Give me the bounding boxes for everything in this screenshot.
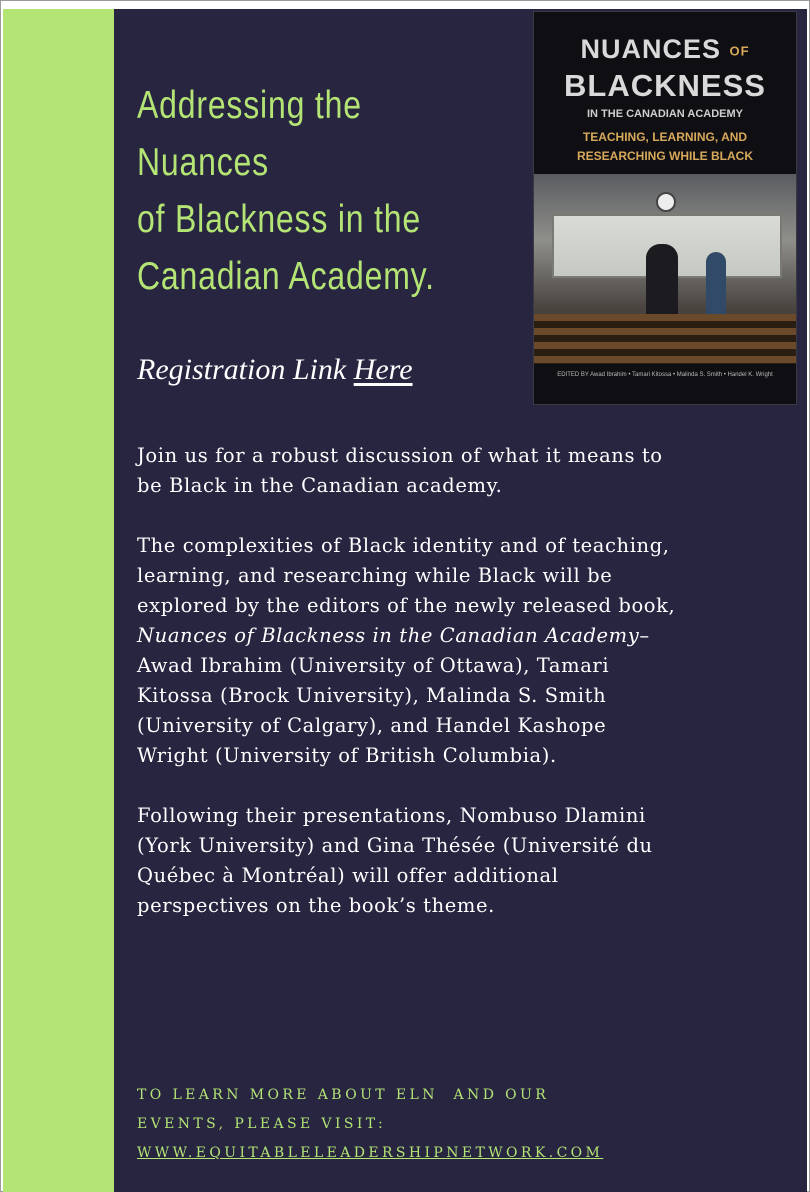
footer-info <box>137 1081 697 1168</box>
accent-sidebar <box>3 9 114 1192</box>
auditorium-seats <box>534 314 796 364</box>
editors-text-end: – Awad Ibrahim (University of Ottawa), Tamari Kitossa (Brock University), Malinda S. Smith (University of Calgary), and Handel Kashope Wright (University of British Columbia). <box>137 624 650 767</box>
flyer-page <box>3 9 807 1192</box>
headline-line-4: Canadian Academy. <box>137 255 435 298</box>
headline-line-3: of Blackness in the <box>137 198 422 241</box>
event-description <box>137 441 677 951</box>
book-cover-image <box>533 11 797 405</box>
headline <box>137 77 440 305</box>
book-title-italic: Nuances of Blackness in the Canadian Academy <box>137 624 640 647</box>
cover-credits: EDITED BY Awad Ibrahim • Tamari Kitossa • Malinda S. Smith • Handel K. Wright <box>557 372 773 378</box>
lecture-hall-photo <box>534 174 796 364</box>
footer-line-1: TO LEARN MORE ABOUT ELN AND OUR <box>137 1087 550 1103</box>
registration-line <box>137 353 413 387</box>
paragraph-editors <box>137 531 677 771</box>
cover-title-of: OF <box>729 43 750 59</box>
paragraph-intro: Join us for a robust discussion of what it means to be Black in the Canadian academy. <box>137 444 663 497</box>
cover-subtitle: IN THE CANADIAN ACADEMY <box>586 108 744 120</box>
cover-tagline-2: RESEARCHING WHILE BLACK <box>577 149 753 163</box>
registration-link[interactable]: Here <box>353 353 413 386</box>
headline-line-1: Addressing the <box>137 84 362 127</box>
cover-title-line-1 <box>534 34 796 65</box>
website-link[interactable]: WWW.EQUITABLELEADERSHIPNETWORK.COM <box>137 1145 604 1161</box>
registration-label: Registration Link <box>137 353 354 386</box>
paragraph-presenters: Following their presentations, Nombuso Dlamini (York University) and Gina Thésée (Université du Québec à Montréal) will offer additional perspectives on the book’s theme. <box>137 804 653 917</box>
editors-text-start: The complexities of Black identity and of teaching, learning, and researching while Black will be explored by the editors of the newly released book, <box>137 534 676 617</box>
footer-line-2: EVENTS, PLEASE VISIT: <box>137 1116 387 1132</box>
cover-title-nuances: NUANCES <box>580 34 721 64</box>
clock-icon <box>656 192 676 212</box>
cover-title-blackness: BLACKNESS <box>564 68 766 103</box>
headline-line-2: Nuances <box>137 141 269 184</box>
cover-tagline-1: TEACHING, LEARNING, AND <box>582 130 748 144</box>
